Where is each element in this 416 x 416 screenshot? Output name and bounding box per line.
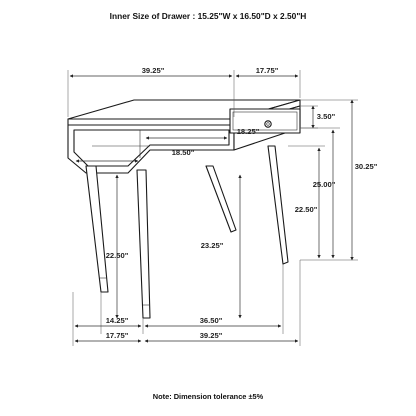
dim-bottom-depth: 17.75"	[105, 331, 129, 340]
dim-leg-spread-front: 36.50"	[199, 316, 223, 325]
dim-drawer-height: 3.50"	[316, 112, 336, 121]
dim-total-height: 30.25"	[354, 162, 378, 171]
desk-drawing	[68, 100, 300, 318]
dim-shelf-height: 25.00"	[312, 180, 336, 189]
front-right-leg	[137, 170, 150, 318]
tolerance-note: Note: Dimension tolerance ±5%	[152, 392, 264, 401]
dim-drawer-width: 18.25"	[236, 127, 260, 136]
drawer-knob[interactable]	[265, 121, 271, 127]
dim-top-width: 39.25"	[141, 66, 165, 75]
dim-leg-height-center: 23.25"	[200, 241, 224, 250]
dim-top-depth: 17.75"	[255, 66, 279, 75]
dim-leg-height-right: 22.50"	[294, 205, 318, 214]
dim-leg-spread-side: 14.25"	[105, 316, 129, 325]
dim-leg-height-left: 22.50"	[105, 251, 129, 260]
desk-top-front-edge	[68, 119, 234, 125]
dim-bottom-width: 39.25"	[199, 331, 223, 340]
back-left-leg	[206, 166, 236, 232]
dim-open-shelf-width: 18.50"	[171, 148, 195, 157]
front-left-leg	[86, 166, 108, 292]
drawer-inner-size-title: Inner Size of Drawer : 15.25"W x 16.50"D x 2.50"H	[109, 11, 307, 21]
back-right-leg	[268, 146, 288, 264]
